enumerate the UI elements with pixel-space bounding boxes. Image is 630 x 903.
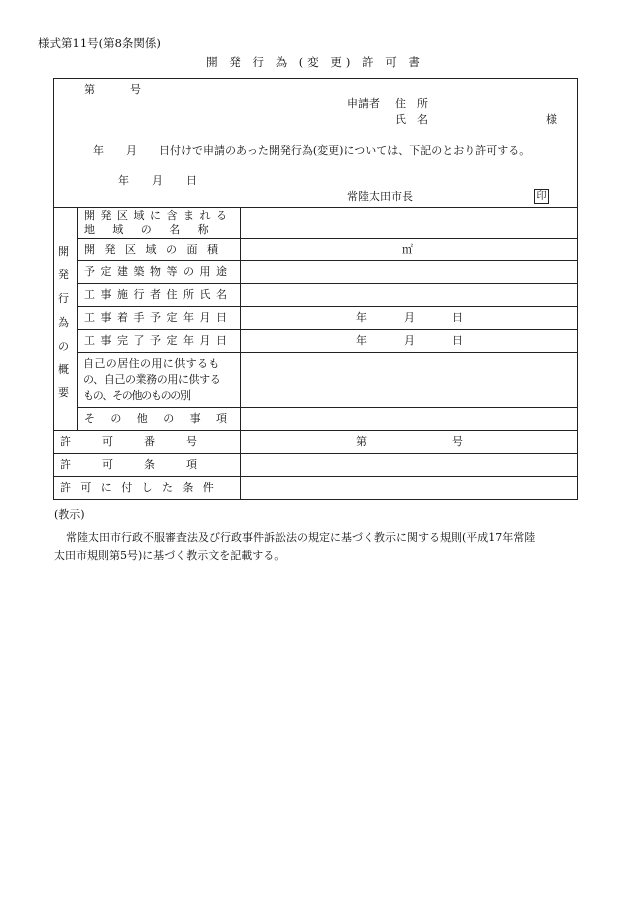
issue-date-month: 月: [152, 174, 163, 187]
overview-label-2: 発: [58, 268, 69, 281]
row-area-size-label: 開発区域の面積: [84, 243, 228, 256]
row-divider: [77, 260, 577, 261]
row-divider: [77, 329, 577, 330]
row-start-date-label: 工事着手予定年月日: [84, 311, 233, 324]
row-area-name-line2: 地 域 の 名 称: [84, 223, 212, 236]
mayor-label: 常陸太田市長: [347, 190, 413, 203]
overview-label-3: 行: [58, 292, 69, 305]
instruction-line2: 太田市規則第5号)に基づく教示文を記載する。: [54, 549, 286, 562]
row-permit-clause-label: 許 可 条 項: [60, 458, 207, 471]
row-area-size-unit: ㎡: [402, 243, 413, 256]
permission-statement: 年 月 日付けで申請のあった開発行為(変更)については、下記のとおり許可する。: [93, 144, 531, 157]
row-purpose-line3: も の 、 そ の 他 の も の の 別: [83, 389, 189, 402]
form-number: 様式第11号(第8条関係): [38, 36, 161, 50]
overview-label-4: 為: [58, 316, 69, 329]
sama-label: 様: [546, 113, 557, 126]
issue-date-day: 日: [186, 174, 197, 187]
overview-label-5: の: [58, 340, 69, 353]
row-divider: [53, 430, 577, 431]
row-divider: [77, 352, 577, 353]
row-divider: [77, 283, 577, 284]
row-permit-number-go: 号: [452, 435, 463, 448]
row-divider: [53, 207, 577, 208]
row-start-date-month: 月: [404, 311, 415, 324]
address-label: 住 所: [395, 97, 428, 110]
row-end-date-label: 工事完了予定年月日: [84, 334, 233, 347]
row-start-date-day: 日: [452, 311, 463, 324]
row-area-name-line1: [84, 210, 236, 221]
row-divider: [77, 407, 577, 408]
permit-number-dai: 第: [84, 83, 95, 96]
name-label: 氏 名: [395, 113, 428, 126]
permit-number-go: 号: [130, 83, 141, 96]
row-end-date-day: 日: [452, 334, 463, 347]
column-divider: [77, 207, 78, 430]
row-area-name-text1: 開発区域に含まれる: [84, 209, 233, 222]
row-building-use-label: 予定建築物等の用途: [84, 265, 233, 278]
row-divider: [53, 453, 577, 454]
overview-label-7: 要: [58, 386, 69, 399]
row-other-label: そ の 他 の 事 項: [84, 412, 230, 425]
row-permit-number-label: 許 可 番 号: [60, 435, 207, 448]
column-divider: [240, 207, 241, 499]
overview-label-1: 開: [58, 245, 69, 258]
row-start-date-year: 年: [356, 311, 367, 324]
seal-mark: 印: [534, 189, 549, 204]
row-divider: [53, 476, 577, 477]
row-purpose-line2: の、自己の業務の用に供する: [83, 373, 221, 386]
instruction-line1: 常陸太田市行政不服審査法及び行政事件訴訟法の規定に基づく教示に関する規則(平成17年常陸: [66, 531, 536, 544]
overview-label-6: 概: [58, 363, 69, 376]
row-divider: [77, 238, 577, 239]
instruction-heading: (教示): [54, 508, 85, 521]
row-end-date-year: 年: [356, 334, 367, 347]
document-title: 開 発 行 為 (変 更) 許 可 書: [206, 55, 424, 69]
row-purpose-line1: 自己の居住の用に供するも: [83, 357, 220, 370]
row-permit-number-dai: 第: [356, 435, 367, 448]
applicant-label: 申請者: [347, 97, 380, 110]
row-contractor-label: 工事施行者住所氏名: [84, 288, 233, 301]
row-divider: [77, 306, 577, 307]
row-conditions-label: 許可に付した条件: [60, 481, 224, 494]
row-end-date-month: 月: [404, 334, 415, 347]
issue-date-year: 年: [118, 174, 129, 187]
